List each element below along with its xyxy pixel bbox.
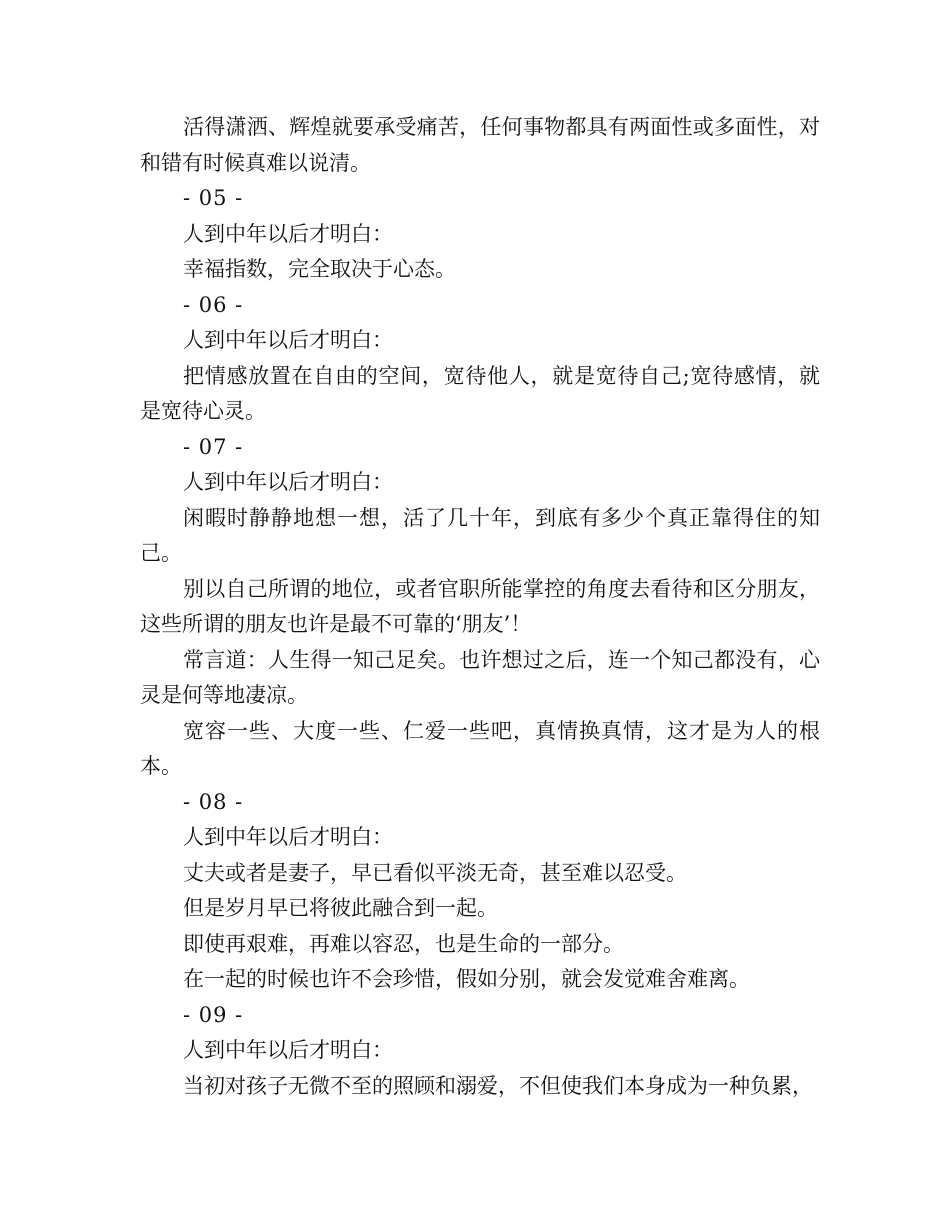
section-number: - 06 - — [183, 292, 244, 317]
paragraph: 即使再艰难，再难以容忍，也是生命的一部分。 — [183, 931, 624, 956]
paragraph: 别以自己所谓的地位，或者官职所能掌控的角度去看待和区分朋友，这些所谓的朋友也许是最不可靠的‘朋友’！ — [140, 576, 820, 636]
section-heading: 人到中年以后才明白： — [183, 328, 393, 352]
section-number: - 05 - — [183, 186, 244, 210]
section-heading: 人到中年以后才明白： — [183, 221, 393, 246]
section-number: - 09 - — [183, 1002, 244, 1027]
paragraph: 丈夫或者是妻子，早已看似平淡无奇，甚至难以忍受。 — [183, 860, 687, 885]
paragraph: 常言道：人生得一知己足矣。也许想过之后，连一个知己都没有，心灵是何等地凄凉。 — [140, 647, 820, 707]
paragraph: 当初对孩子无微不至的照顾和溺爱，不但使我们本身成为一种负累， — [183, 1073, 813, 1098]
document-body — [140, 110, 820, 1104]
section-heading: 人到中年以后才明白： — [183, 825, 393, 849]
section-number: - 07 - — [183, 434, 244, 459]
paragraph: 宽容一些、大度一些、仁爱一些吧，真情换真情，这才是为人的根本。 — [140, 718, 820, 778]
paragraph: 幸福指数，完全取决于心态。 — [183, 257, 456, 281]
section-number: - 08 - — [183, 789, 244, 814]
section-heading: 人到中年以后才明白： — [183, 1038, 393, 1062]
section-heading: 人到中年以后才明白： — [183, 470, 393, 494]
paragraph: 但是岁月早已将彼此融合到一起。 — [183, 896, 498, 920]
paragraph: 闲暇时静静地想一想，活了几十年，到底有多少个真正靠得住的知己。 — [140, 505, 820, 565]
paragraph: 在一起的时候也许不会珍惜，假如分别，就会发觉难舍难离。 — [183, 967, 750, 991]
paragraph: 活得潇洒、辉煌就要承受痛苦，任何事物都具有两面性或多面性，对和错有时候真难以说清。 — [140, 115, 820, 175]
paragraph: 把情感放置在自由的空间，宽待他人，就是宽待自己;宽待感情，就是宽待心灵。 — [140, 363, 820, 423]
